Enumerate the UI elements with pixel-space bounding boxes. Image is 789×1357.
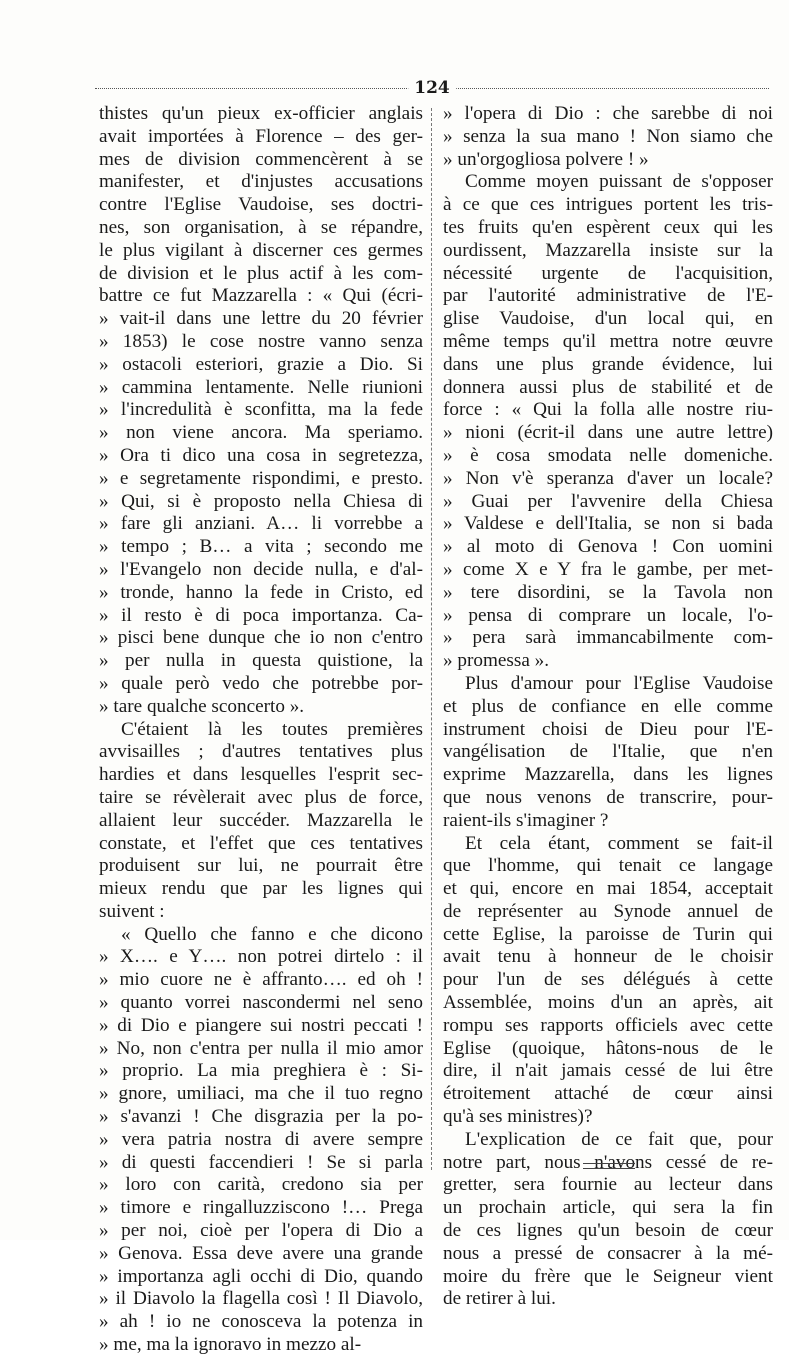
- text-line: par l'autorité administrative de l'E-: [443, 285, 773, 307]
- text-line: » mio cuore ne è affranto…. ed oh !: [99, 969, 423, 991]
- text-line: de ces lignes qu'un besoin de cœur: [443, 1220, 773, 1242]
- text-line: » è cosa smodata nelle domeniche.: [443, 444, 773, 466]
- text-line: suivent :: [99, 900, 165, 922]
- text-line: » per nulla in questa quistione, la: [99, 650, 423, 672]
- text-line: de division et le plus actif à les com-: [99, 262, 423, 284]
- text-line: dans une plus grande évidence, lui: [443, 353, 773, 375]
- text-line: glise Vaudoise, d'un local qui, en: [443, 308, 773, 330]
- text-line: que nous venons de transcrire, pour-: [443, 786, 773, 808]
- text-line: nécessité urgente de l'acquisition,: [443, 262, 773, 284]
- text-line: » per noi, cioè per l'opera di Dio a: [99, 1220, 423, 1242]
- text-line: à ce que ces intrigues portent les tris-: [443, 194, 773, 216]
- text-line: » s'avanzi ! Che disgrazia per la po-: [99, 1106, 423, 1128]
- text-line: » Qui, si è proposto nella Chiesa di: [99, 490, 423, 512]
- text-line: » importanza agli occhi di Dio, quando: [99, 1265, 423, 1287]
- text-line: » al moto di Genova ! Con uomini: [443, 536, 773, 558]
- text-line: » timore e ringalluzziscono !… Prega: [99, 1197, 423, 1219]
- text-line: raient-ils s'imaginer ?: [443, 809, 609, 831]
- text-line: » tere disordini, se la Tavola non: [443, 581, 773, 603]
- text-line: » No, non c'entra per nulla il mio amor: [99, 1037, 423, 1059]
- text-line: un prochain article, qui sera la fin: [443, 1197, 773, 1219]
- text-line: de retirer à lui.: [443, 1288, 556, 1310]
- text-line: manifester, et d'injustes accusations: [99, 171, 423, 193]
- text-line: qu'à ses ministres)?: [443, 1106, 593, 1128]
- text-line: L'explication de ce fait que, pour: [465, 1128, 773, 1150]
- text-line: » di Dio e piangere sui nostri peccati !: [99, 1014, 423, 1036]
- text-line: produisent sur lui, ne pourrait être: [99, 855, 423, 877]
- column-divider: [431, 108, 432, 1170]
- text-line: » Valdese e dell'Italia, se non si bada: [443, 513, 773, 535]
- text-line: » quale però vedo che potrebbe por-: [99, 672, 423, 694]
- text-line: » promessa ».: [443, 650, 550, 672]
- text-line: » me, ma la ignoravo in mezzo al-: [99, 1334, 362, 1356]
- text-line: nous a pressé de consacrer à la mé-: [443, 1242, 773, 1264]
- text-line: » l'incredulità è sconfitta, ma la fede: [99, 399, 423, 421]
- text-line: » tronde, hanno la fede in Cristo, ed: [99, 581, 423, 603]
- text-line: même temps qu'il mettra notre œuvre: [443, 330, 773, 352]
- text-line: instrument choisi de Dieu pour l'E-: [443, 718, 773, 740]
- text-line: battre ce fut Mazzarella : « Qui (écri-: [99, 285, 423, 307]
- text-line: donnera aussi plus de stabilité et de: [443, 376, 773, 398]
- text-line: » pensa di comprare un locale, l'o-: [443, 604, 773, 626]
- text-line: » Genova. Essa deve avere una grande: [99, 1242, 423, 1264]
- left-column: [99, 103, 423, 1357]
- text-line: » di questi faccendieri ! Se si parla: [99, 1151, 423, 1173]
- text-line: » il resto è di poca importanza. Ca-: [99, 604, 423, 626]
- text-line: » fare gli anziani. A… li vorrebbe a: [99, 513, 423, 535]
- text-line: » non viene ancora. Ma speriamo.: [99, 422, 423, 444]
- text-line: ourdissent, Mazzarella insiste sur la: [443, 239, 773, 261]
- text-line: C'étaient là les toutes premières: [121, 718, 423, 740]
- text-line: » vera patria nostra di avere sempre: [99, 1128, 423, 1150]
- text-line: gretter, sera fournie au lecteur dans: [443, 1174, 773, 1196]
- text-line: » Ora ti dico una cosa in segretezza,: [99, 444, 423, 466]
- text-line: » l'opera di Dio : che sarebbe di noi: [443, 103, 773, 124]
- running-header: [95, 78, 769, 100]
- text-line: de représenter au Synode annuel de: [443, 900, 773, 922]
- text-line: vangélisation de l'Italie, que n'en: [443, 741, 773, 763]
- text-line: Assemblée, moins d'un an après, ait: [443, 992, 773, 1014]
- text-line: Eglise (quoique, hâtons-nous de le: [443, 1037, 773, 1059]
- text-line: » come X e Y fra le gambe, per met-: [443, 558, 773, 580]
- text-line: » pera sarà immancabilmente com-: [443, 627, 773, 649]
- text-line: » quanto vorrei nascondermi nel seno: [99, 992, 423, 1014]
- text-line: » proprio. La mia preghiera è : Si-: [99, 1060, 423, 1082]
- text-line: tes fruits qu'en espèrent ceux qui les: [443, 216, 773, 238]
- text-line: avait tenu à honneur de le choisir: [443, 946, 773, 968]
- text-line: hardies et dans lesquelles l'esprit sec-: [99, 764, 423, 786]
- text-line: nes, son organisation, à se répandre,: [99, 216, 423, 238]
- text-line: » Guai per l'avvenire della Chiesa: [443, 490, 773, 512]
- text-line: taire se révèlerait avec plus de force,: [99, 786, 423, 808]
- text-line: » 1853) le cose nostre vanno senza: [99, 330, 423, 352]
- text-line: Et cela étant, comment se fait-il: [465, 832, 773, 854]
- text-line: » loro con carità, credono sia per: [99, 1174, 423, 1196]
- text-line: Comme moyen puissant de s'opposer: [465, 171, 773, 193]
- text-line: contre l'Eglise Vaudoise, ses doctri-: [99, 194, 423, 216]
- text-line: » nioni (écrit-il dans une autre lettre): [443, 422, 773, 444]
- text-line: cette Eglise, la paroisse de Turin qui: [443, 923, 773, 945]
- text-line: thistes qu'un pieux ex-officier anglais: [99, 103, 423, 124]
- text-line: » senza la sua mano ! Non siamo che: [443, 125, 773, 147]
- text-line: « Quello che fanno e che dicono: [121, 923, 423, 945]
- text-line: étroitement attaché de cœur ainsi: [443, 1083, 773, 1105]
- text-line: » Non v'è speranza d'aver un locale?: [443, 467, 773, 489]
- text-line: rompu ses rapports officiels avec cette: [443, 1014, 773, 1036]
- text-line: exprime Mazzarella, dans les lignes: [443, 764, 773, 786]
- text-line: pour l'un de ses délégués à cette: [443, 969, 773, 991]
- text-line: » pisci bene dunque che io non c'entro: [99, 627, 423, 649]
- text-line: avvisailles ; d'autres tentatives plus: [99, 741, 423, 763]
- text-line: » gnore, umiliaci, ma che il tuo regno: [99, 1083, 423, 1105]
- right-column: [443, 103, 773, 1311]
- text-line: » cammina lentamente. Nelle riunioni: [99, 376, 423, 398]
- text-line: moire du frère que le Seigneur vient: [443, 1265, 773, 1287]
- text-line: » ah ! io ne conosceva la potenza in: [99, 1311, 423, 1333]
- text-line: allaient leur succéder. Mazzarella le: [99, 809, 423, 831]
- text-line: » tempo ; B… a vita ; secondo me: [99, 536, 423, 558]
- text-line: » l'Evangelo non decide nulla, e d'al-: [99, 558, 423, 580]
- text-line: et qui, encore en mai 1854, acceptait: [443, 878, 773, 900]
- text-line: » un'orgogliosa polvere ! »: [443, 148, 649, 170]
- text-line: avait importées à Florence – des ger-: [99, 125, 423, 147]
- text-line: » vait-il dans une lettre du 20 février: [99, 308, 423, 330]
- text-line: notre part, nous n'avons cessé de re-: [443, 1151, 773, 1173]
- page-number: 124: [408, 78, 456, 98]
- text-line: » e segretamente rispondimi, e presto.: [99, 467, 423, 489]
- text-line: » il Diavolo la flagella così ! Il Diavolo,: [99, 1288, 423, 1310]
- text-line: le plus vigilant à discerner ces germes: [99, 239, 423, 261]
- end-ornament: [583, 1163, 635, 1169]
- text-line: dire, il n'ait jamais cessé de lui être: [443, 1060, 773, 1082]
- text-line: force : « Qui la folla alle nostre riu-: [443, 399, 773, 421]
- text-line: constate, et l'effet que ces tentatives: [99, 832, 423, 854]
- text-line: mieux rendu que par les lignes qui: [99, 878, 423, 900]
- text-line: » X…. e Y…. non potrei dirtelo : il: [99, 946, 423, 968]
- text-line: que l'homme, qui tenait ce langage: [443, 855, 773, 877]
- text-line: et plus de confiance en elle comme: [443, 695, 773, 717]
- text-line: » tare qualche sconcerto ».: [99, 695, 305, 717]
- text-line: » ostacoli esteriori, grazie a Dio. Si: [99, 353, 423, 375]
- text-line: Plus d'amour pour l'Eglise Vaudoise: [465, 672, 773, 694]
- text-line: mes de division commencèrent à se: [99, 148, 423, 170]
